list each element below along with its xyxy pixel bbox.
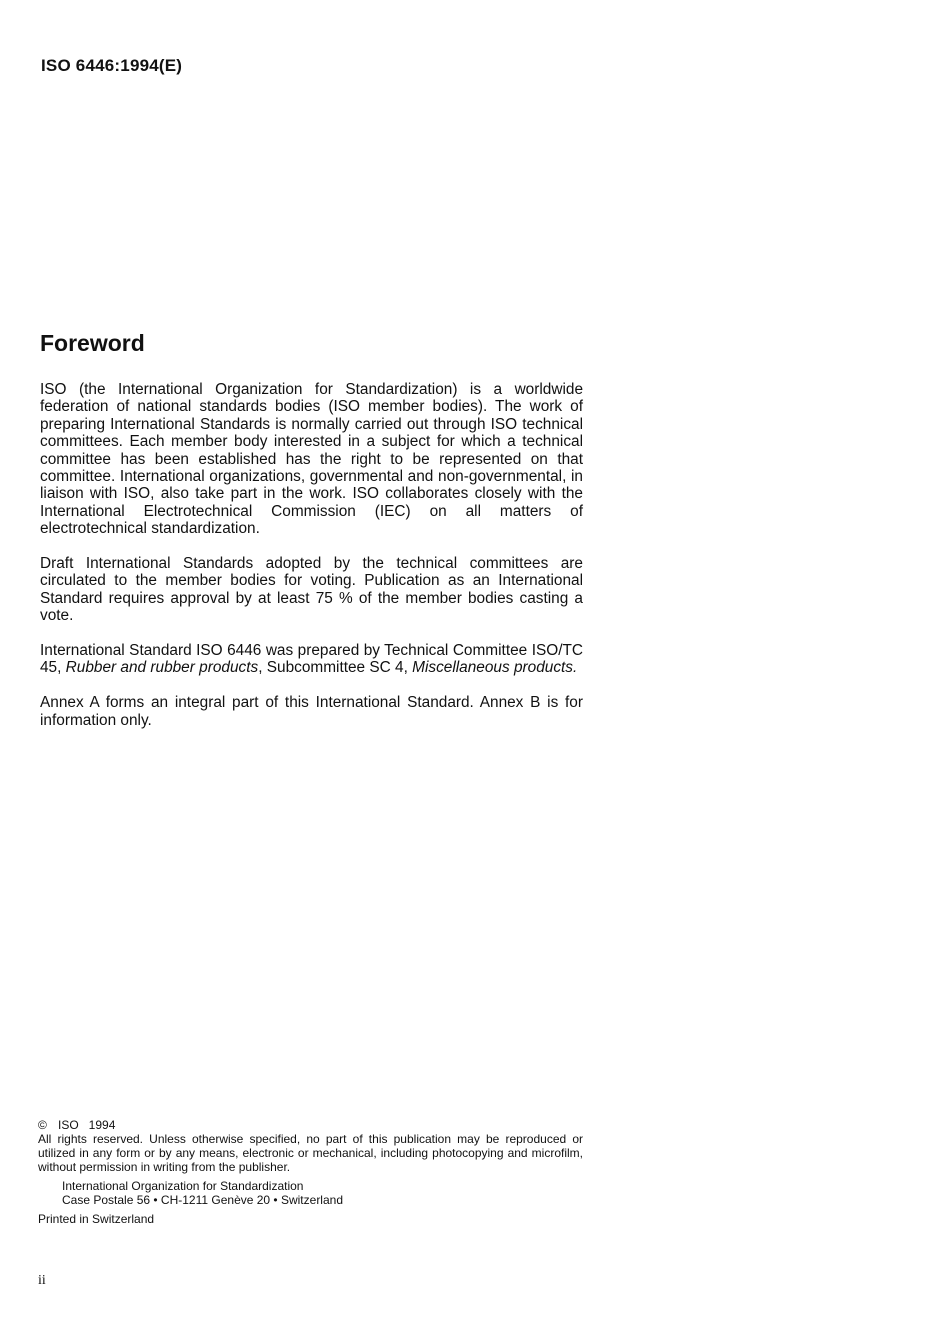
foreword-body	[40, 381, 583, 746]
rights-notice: All rights reserved. Unless otherwise specified, no part of this publication may be reproduced or utilized in any form or by any means, electronic or mechanical, including photocopying and microfilm, without permission in writing from the publisher.	[38, 1132, 583, 1174]
foreword-paragraph-2: Draft International Standards adopted by the technical committees are circulated to the member bodies for voting. Publication as an International Standard requires approval by at least 75 % of the member bodies casting a vote.	[40, 555, 583, 625]
copyright-block	[38, 1118, 583, 1226]
copyright-symbol: ©	[38, 1118, 47, 1132]
foreword-paragraph-3	[40, 642, 583, 677]
copyright-year: ISO 1994	[58, 1118, 116, 1132]
publisher-name: International Organization for Standardization	[62, 1179, 304, 1193]
subcommittee-title: Miscellaneous products.	[412, 659, 578, 677]
foreword-heading: Foreword	[40, 330, 145, 356]
publisher-postal: Case Postale 56 • CH-1211 Genève 20 • Switzerland	[62, 1193, 343, 1207]
printed-in: Printed in Switzerland	[38, 1212, 155, 1226]
paragraph-3-text-a: International Standard ISO 6446 was prepared by Technical Committee ISO/TC 45,	[40, 642, 583, 677]
publisher-address	[62, 1179, 583, 1207]
document-id: ISO 6446:1994(E)	[41, 56, 183, 75]
copyright-line	[38, 1118, 583, 1132]
committee-title: Rubber and rubber products	[65, 659, 259, 677]
paragraph-3-text-c: , Subcommittee SC 4,	[258, 659, 413, 677]
page-number: ii	[38, 1273, 46, 1288]
foreword-paragraph-1: ISO (the International Organization for Standardization) is a worldwide federation of national standards bodies (ISO member bodies). The work of preparing International Standards is normally carried out through ISO technical committees. Each member body interested in a subject for which a technical committee has been established has the right to be represented on that committee. International organizations, governmental and non-governmental, in liaison with ISO, also take part in the work. ISO collaborates closely with the International Electrotechnical Commission (IEC) on all matters of electrotechnical standardization.	[40, 381, 583, 538]
foreword-paragraph-4: Annex A forms an integral part of this International Standard. Annex B is for information only.	[40, 694, 583, 729]
